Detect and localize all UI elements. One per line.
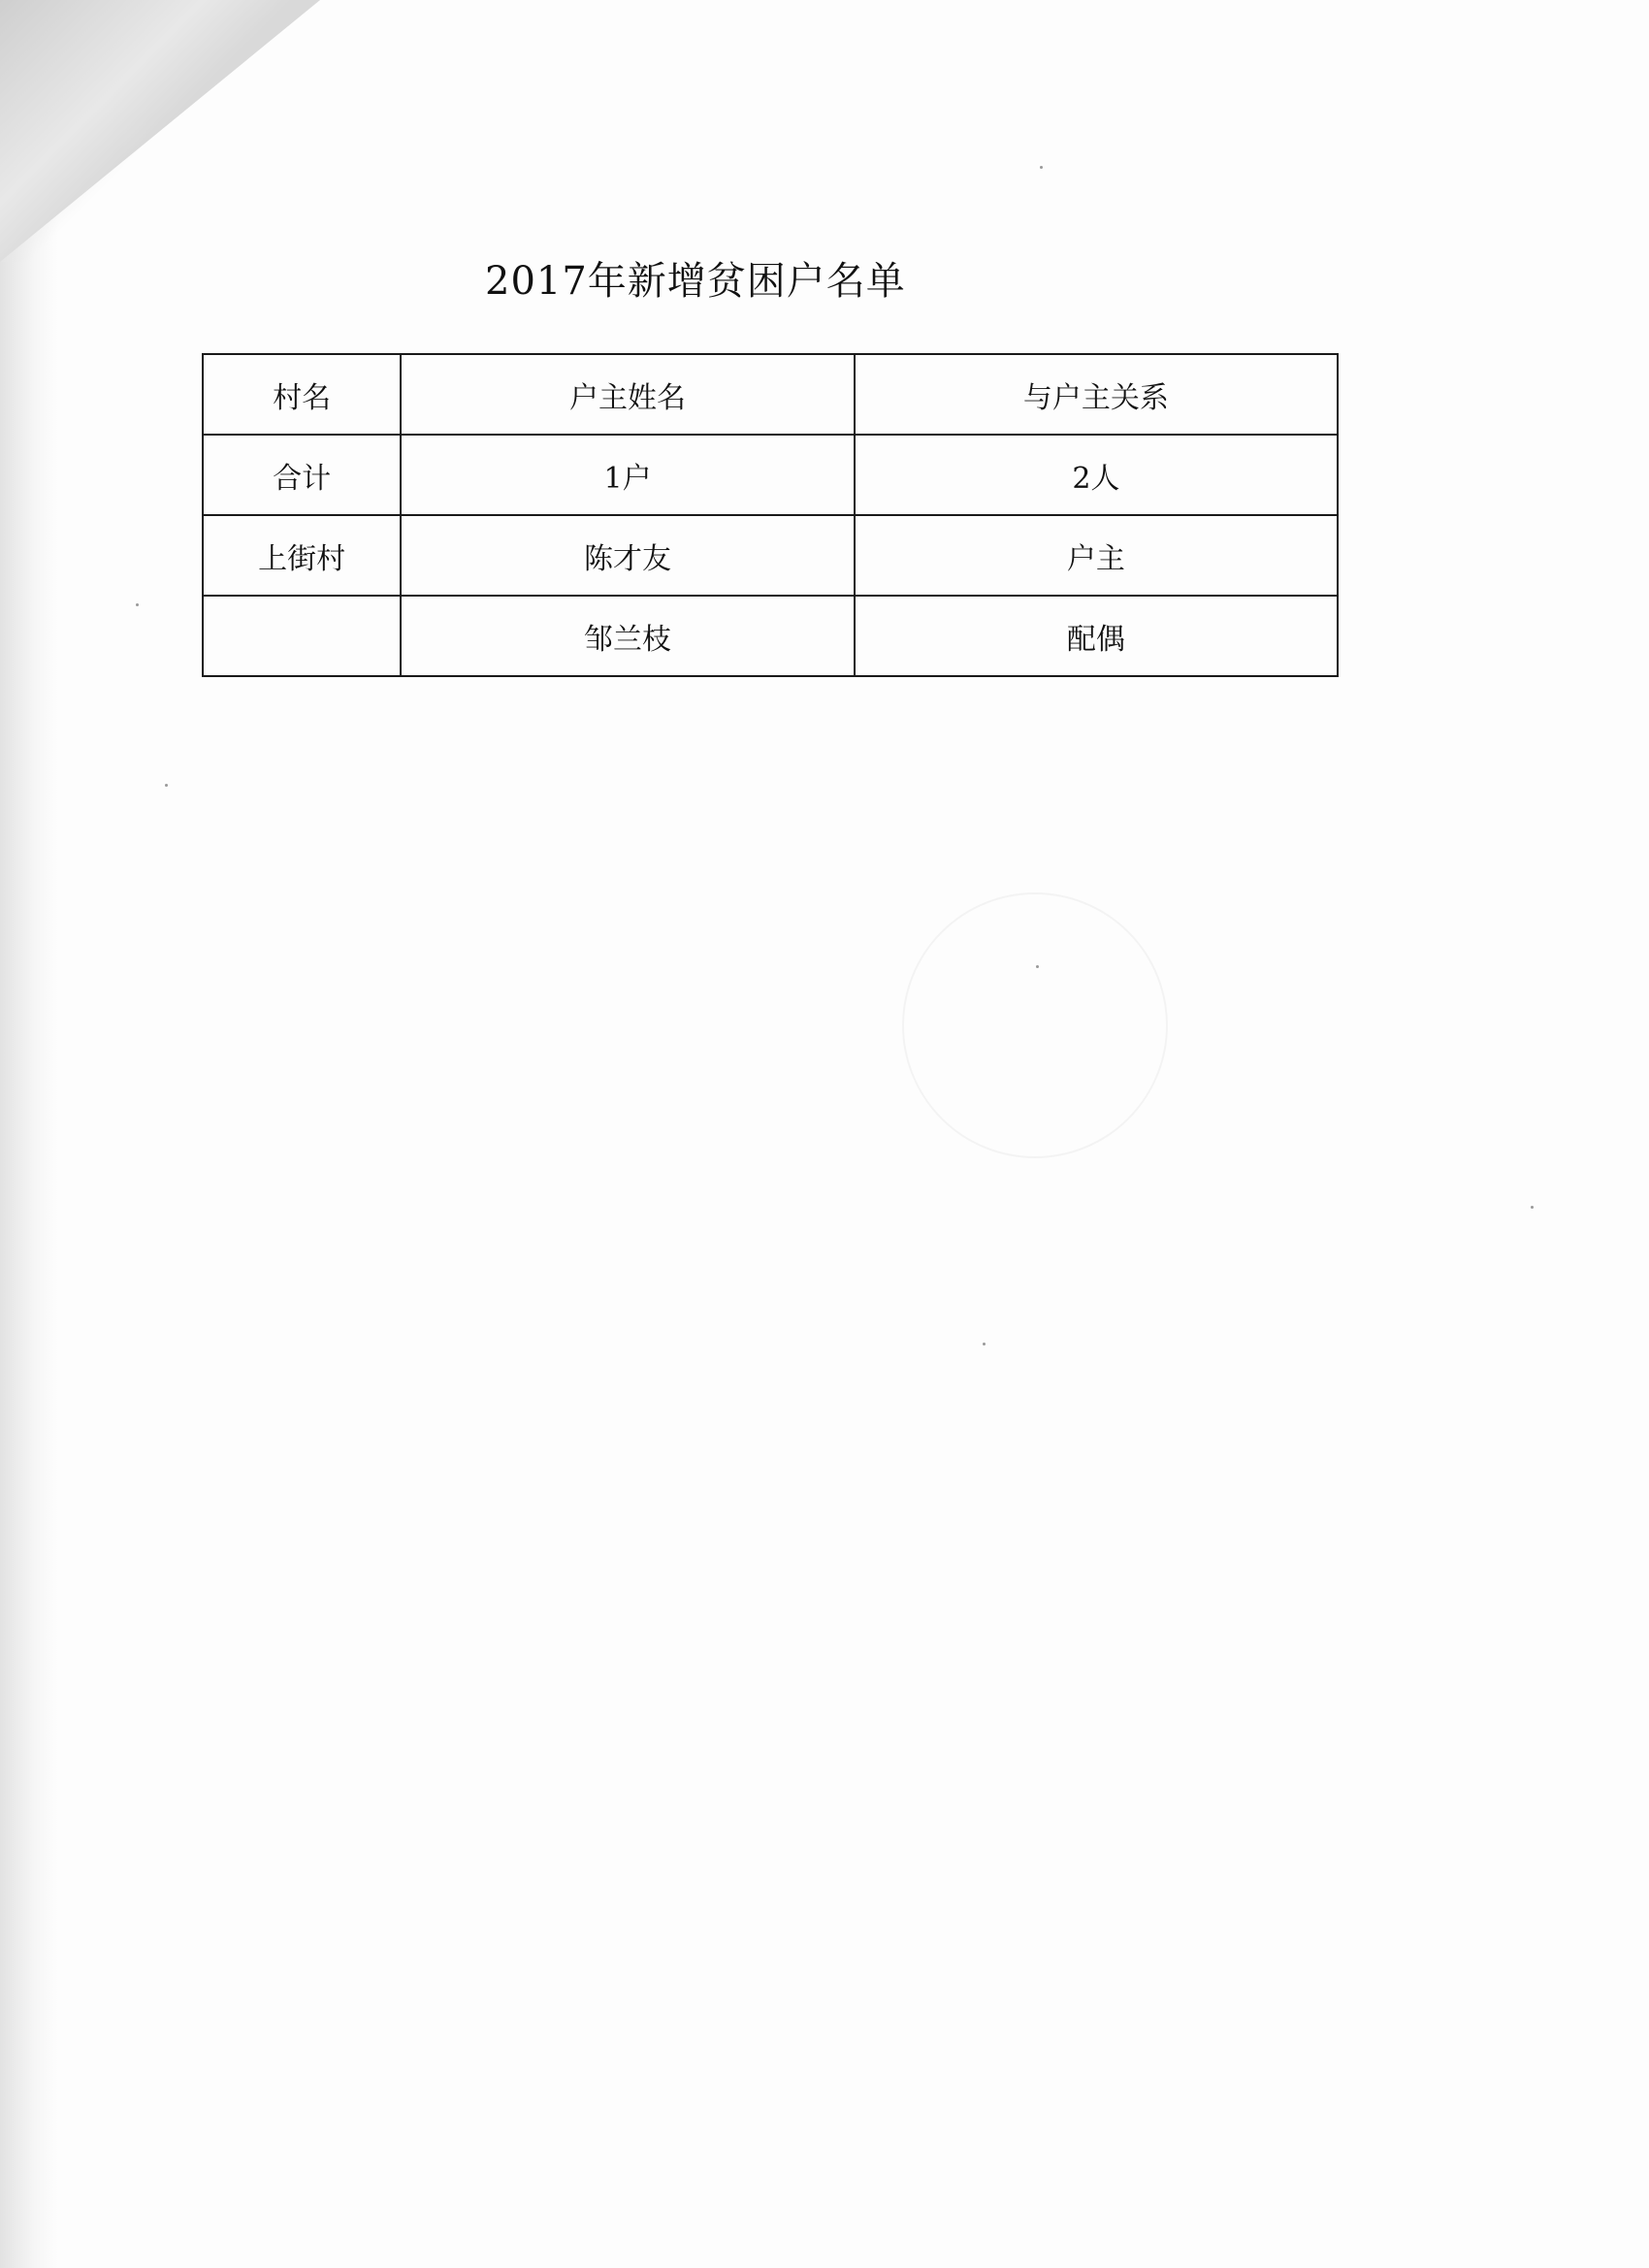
- scan-speck: [1531, 1206, 1534, 1209]
- table-row: [203, 596, 1338, 676]
- table-cell: 陈才友: [401, 515, 854, 596]
- table-row: [203, 435, 1338, 515]
- scan-speck: [165, 784, 168, 787]
- header-household-head-name: 户主姓名: [401, 354, 854, 435]
- table-cell: 上街村: [203, 515, 401, 596]
- table-cell: 合计: [203, 435, 401, 515]
- folded-corner: [0, 0, 320, 262]
- table-cell: 1户: [401, 435, 854, 515]
- table-cell: 邹兰枝: [401, 596, 854, 676]
- scan-left-edge: [0, 0, 58, 2268]
- poverty-household-table: [202, 353, 1339, 677]
- header-village-name: 村名: [203, 354, 401, 435]
- table-cell: 户主: [855, 515, 1338, 596]
- scan-speck: [136, 603, 139, 606]
- table-header-row: [203, 354, 1338, 435]
- faint-stamp-ghost: [902, 892, 1168, 1158]
- scan-speck: [1040, 166, 1043, 169]
- scan-speck: [983, 1343, 986, 1345]
- document-title: 2017年新增贫困户名单: [485, 259, 906, 304]
- header-relationship: 与户主关系: [855, 354, 1338, 435]
- scan-speck: [1036, 965, 1039, 968]
- table-cell: 配偶: [855, 596, 1338, 676]
- table-row: [203, 515, 1338, 596]
- table-cell: [203, 596, 401, 676]
- table-cell: 2人: [855, 435, 1338, 515]
